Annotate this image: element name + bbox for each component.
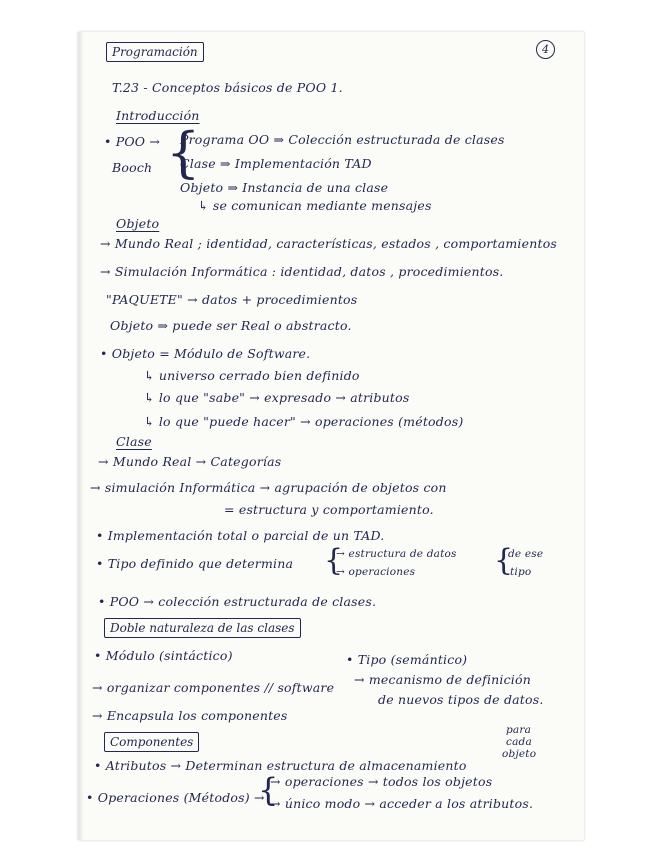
section-title-clase: Clase bbox=[116, 434, 152, 449]
page-number: 4 bbox=[536, 40, 555, 59]
componentes-line: → operaciones → todos los objetos bbox=[270, 774, 493, 789]
tipo-brace-right: { bbox=[494, 543, 514, 578]
clase-line: → simulación Informática → agrupación de objetos con bbox=[90, 480, 447, 495]
objeto-line: • Objeto = Módulo de Software. bbox=[100, 346, 311, 361]
intro-brace: { bbox=[166, 121, 201, 184]
clase-line: = estructura y comportamiento. bbox=[224, 502, 434, 517]
componentes-note: objeto bbox=[502, 748, 537, 760]
topic-title: T.23 - Conceptos básicos de POO 1. bbox=[112, 80, 343, 95]
doble-line: de nuevos tipos de datos. bbox=[378, 692, 544, 707]
doble-line: → Encapsula los componentes bbox=[92, 708, 288, 723]
clase-line: • Implementación total o parcial de un TAD. bbox=[96, 528, 385, 543]
clase-line: → Mundo Real → Categorías bbox=[98, 454, 282, 469]
componentes-line: → único modo → acceder a los atributos. bbox=[270, 796, 534, 811]
operaciones-brace: { bbox=[258, 771, 279, 809]
clase-line: tipo bbox=[510, 566, 532, 578]
objeto-line: ↳ lo que "sabe" → expresado → atributos bbox=[144, 390, 410, 405]
section-title-introduccion: Introducción bbox=[116, 108, 200, 123]
componentes-line: • Atributos → Determinan estructura de almacenamiento bbox=[94, 758, 467, 773]
clase-line: → operaciones bbox=[336, 566, 416, 578]
componentes-note: cada bbox=[506, 736, 532, 748]
doble-line: → organizar componentes // software bbox=[92, 680, 335, 695]
section-title-objeto: Objeto bbox=[116, 216, 160, 231]
section-title-doble-naturaleza: Doble naturaleza de las clases bbox=[104, 618, 301, 638]
poo-label: • POO → bbox=[104, 134, 161, 149]
objeto-line: ↳ universo cerrado bien definido bbox=[144, 368, 360, 383]
intro-line: Clase ⇒ Implementación TAD bbox=[180, 156, 372, 171]
objeto-line: → Mundo Real ; identidad, características, estados , comportamientos bbox=[100, 236, 558, 251]
clase-line: → estructura de datos bbox=[336, 548, 457, 560]
intro-line: ↳ se comunican mediante mensajes bbox=[198, 198, 432, 213]
objeto-line: "PAQUETE" → datos + procedimientos bbox=[106, 292, 358, 307]
clase-line: • Tipo definido que determina bbox=[96, 556, 294, 571]
tipo-brace: { bbox=[324, 543, 344, 578]
componentes-line: • Operaciones (Métodos) → bbox=[86, 790, 265, 805]
page-heading: Programación bbox=[106, 42, 204, 62]
objeto-line: ↳ lo que "puede hacer" → operaciones (métodos) bbox=[144, 414, 464, 429]
objeto-line: Objeto ⇒ puede ser Real o abstracto. bbox=[110, 318, 352, 333]
componentes-note: para bbox=[506, 724, 532, 736]
intro-line: Objeto ⇒ Instancia de una clase bbox=[180, 180, 389, 195]
doble-line: • Módulo (sintáctico) bbox=[94, 648, 233, 663]
doble-line: → mecanismo de definición bbox=[354, 672, 531, 687]
booch-label: Booch bbox=[112, 160, 153, 175]
notebook-page bbox=[78, 32, 584, 840]
section-title-componentes: Componentes bbox=[104, 732, 199, 752]
intro-line: Programa OO ⇒ Colección estructurada de clases bbox=[180, 132, 505, 147]
clase-line: de ese bbox=[508, 548, 544, 560]
objeto-line: → Simulación Informática : identidad, datos , procedimientos. bbox=[100, 264, 504, 279]
doble-line: • Tipo (semántico) bbox=[346, 652, 468, 667]
clase-line: • POO → colección estructurada de clases. bbox=[98, 594, 377, 609]
